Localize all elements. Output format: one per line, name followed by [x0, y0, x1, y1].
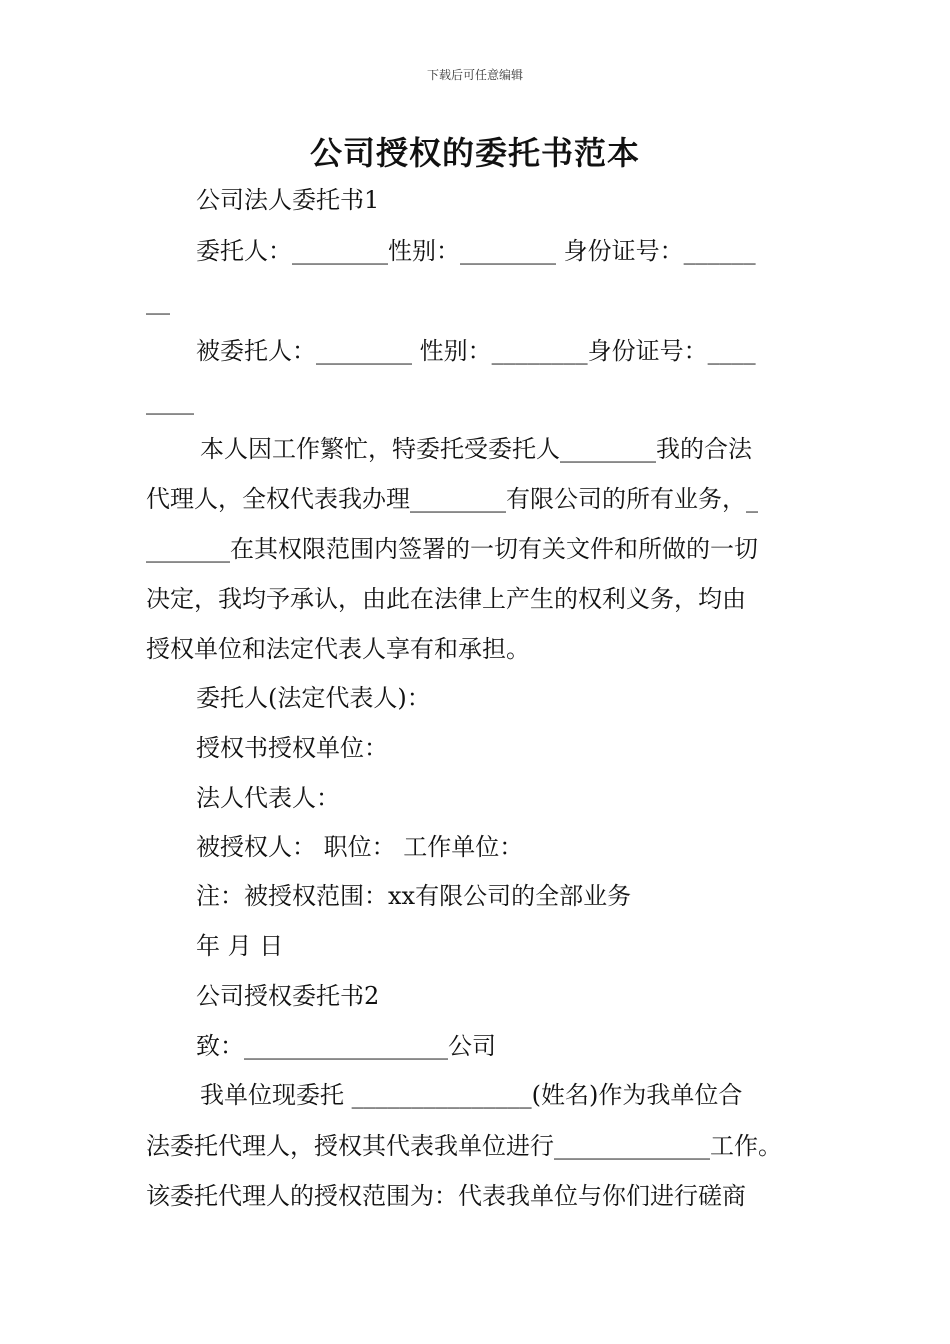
- body-paragraph-line: 代理人，全权代表我办理________有限公司的所有业务，_: [146, 485, 758, 513]
- body-paragraph-line: 法委托代理人，授权其代表我单位进行_____________工作。: [146, 1132, 782, 1160]
- body-paragraph-line: 本人因工作繁忙，特委托受委托人________我的合法: [200, 435, 752, 463]
- principal-info-line: 委托人：________性别：________ 身份证号：______: [196, 237, 756, 265]
- body-paragraph-line: 授权单位和法定代表人享有和承担。: [146, 635, 530, 663]
- section-heading-2: 公司授权委托书2: [196, 982, 380, 1010]
- header-note: 下载后可任意编辑: [426, 68, 523, 82]
- body-paragraph-line: _______在其权限范围内签署的一切有关文件和所做的一切: [146, 535, 758, 563]
- addressee-line: 致：_________________公司: [196, 1032, 496, 1060]
- authorizing-unit-line: 授权书授权单位：: [196, 734, 388, 762]
- body-paragraph-line: 我单位现委托 _______________(姓名)作为我单位合: [200, 1081, 743, 1109]
- authorization-scope-note: 注：被授权范围：xx有限公司的全部业务: [196, 882, 632, 910]
- section-heading-1: 公司法人委托书1: [196, 186, 380, 214]
- document-title: 公司授权的委托书范本: [309, 134, 640, 172]
- body-paragraph-line: 该委托代理人的授权范围为：代表我单位与你们进行磋商: [146, 1182, 746, 1210]
- body-paragraph-line: 决定，我均予承认，由此在法律上产生的权利义务，均由: [146, 585, 746, 613]
- principal-signature-line: 委托人(法定代表人)：: [196, 684, 431, 712]
- agent-info-continuation: ____: [146, 387, 194, 415]
- authorized-person-line: 被授权人： 职位： 工作单位：: [196, 833, 524, 861]
- date-line: 年 月 日: [196, 932, 284, 960]
- principal-info-continuation: __: [146, 287, 170, 315]
- agent-info-line: 被委托人：________ 性别：________身份证号：____: [196, 337, 756, 365]
- legal-representative-line: 法人代表人：: [196, 784, 340, 812]
